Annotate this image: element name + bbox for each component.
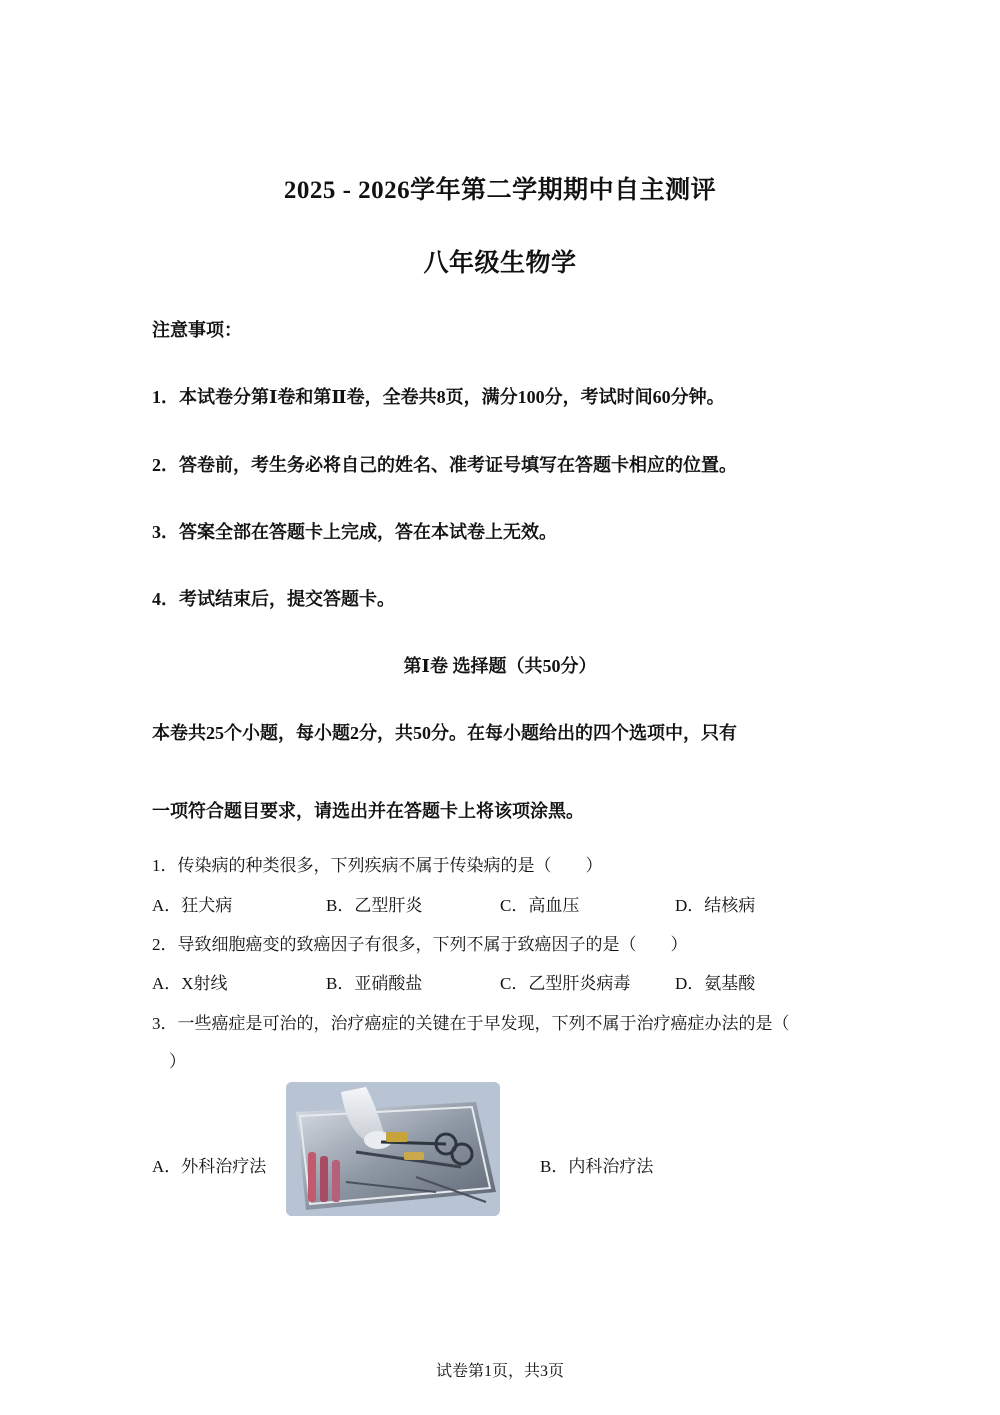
note-item-4: 4．考试结束后，提交答题卡。 [152, 589, 395, 609]
question-3-option-b: B．内科治疗法 [540, 1157, 654, 1176]
notes-heading: 注意事项： [152, 320, 242, 340]
question-3-option-a: A．外科治疗法 [152, 1157, 267, 1176]
section-intro-line-1: 本卷共25个小题，每小题2分，共50分。在每小题给出的四个选项中，只有 [152, 723, 737, 743]
note-item-1: 1．本试卷分第Ⅰ卷和第Ⅱ卷，全卷共8页，满分100分，考试时间60分钟。 [152, 387, 725, 407]
question-2-option-b: B．亚硝酸盐 [326, 974, 423, 993]
exam-subject: 八年级生物学 [423, 250, 577, 277]
section-intro-line-2: 一项符合题目要求，请选出并在答题卡上将该项涂黑。 [152, 801, 584, 821]
question-1-option-c: C．高血压 [500, 896, 580, 915]
note-item-2: 2．答卷前，考生务必将自己的姓名、准考证号填写在答题卡相应的位置。 [152, 455, 737, 475]
question-2-option-c: C．乙型肝炎病毒 [500, 974, 631, 993]
question-2-option-a: A．X射线 [152, 974, 228, 993]
question-1-option-a: A．狂犬病 [152, 896, 233, 915]
note-item-3: 3．答案全部在答题卡上完成，答在本试卷上无效。 [152, 522, 557, 542]
question-1-option-b: B．乙型肝炎 [326, 896, 423, 915]
question-1-stem: 1．传染病的种类很多，下列疾病不属于传染病的是（ ） [152, 856, 603, 875]
page-footer: 试卷第1页，共3页 [435, 1363, 564, 1380]
question-3-stem: 3．一些癌症是可治的，治疗癌症的关键在于早发现，下列不属于治疗癌症办法的是（ [152, 1014, 790, 1033]
question-2-stem: 2．导致细胞癌变的致癌因子有很多，下列不属于致癌因子的是（ ） [152, 935, 688, 954]
surgery-photo [286, 1082, 500, 1216]
question-2-option-d: D．氨基酸 [675, 974, 756, 993]
section-title: 第Ⅰ卷 选择题（共50分） [403, 656, 597, 676]
surgical-instruments-image [286, 1082, 500, 1216]
exam-title: 2025 - 2026学年第二学期期中自主测评 [283, 177, 717, 204]
question-1-option-d: D．结核病 [675, 896, 756, 915]
question-3-stem-end: ） [152, 1052, 186, 1071]
